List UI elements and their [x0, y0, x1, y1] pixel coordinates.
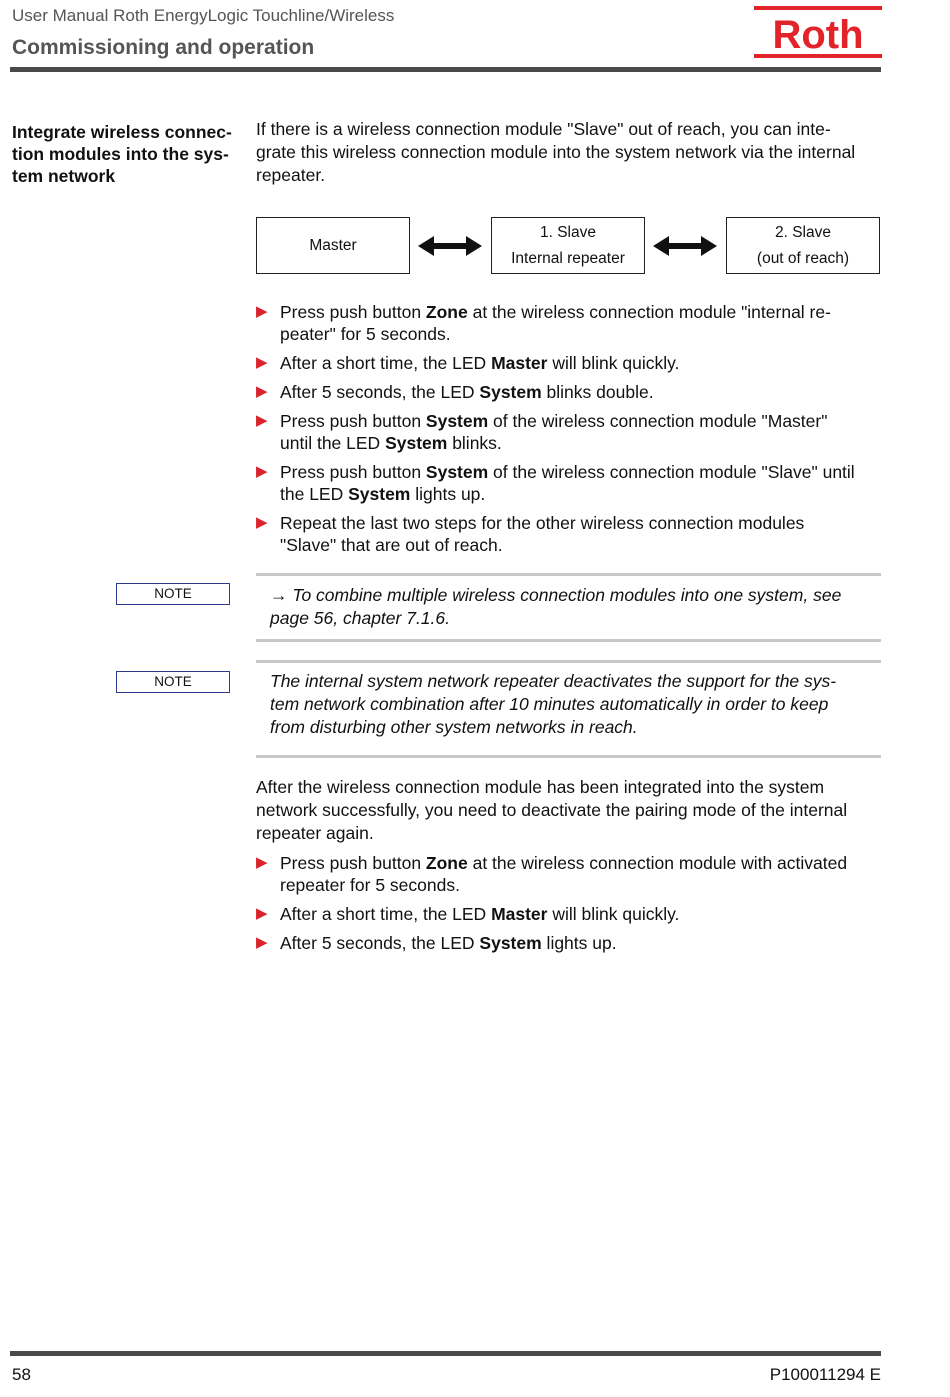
note-top-rule: [256, 660, 881, 663]
list-item-text: Repeat the last two steps for the other wireless connection modules "Slave" that are out of reach.: [280, 513, 805, 555]
logo-text: Roth: [772, 13, 864, 57]
emphasis-term: System: [425, 411, 489, 431]
box-label: 2. Slave: [774, 223, 831, 241]
list-item-text: After a short time, the LED Master will blink quickly.: [280, 353, 680, 373]
list-item-text: Press push button Zone at the wireless connection module "internal re- peater" for 5 seconds.: [280, 302, 831, 344]
list-item-text: After 5 seconds, the LED System lights up.: [280, 933, 617, 953]
box-label: 1. Slave: [539, 223, 596, 241]
outro-paragraph: After the wireless connection module has been integrated into the system network successfully, you need to deactivate the pairing mode of the internal repeater again.: [256, 777, 848, 843]
list-item: [256, 410, 881, 454]
list-item: [256, 381, 881, 403]
emphasis-term: System: [479, 933, 542, 953]
list-item: [256, 512, 881, 556]
list-item: [256, 301, 881, 345]
emphasis-term: System: [348, 484, 411, 504]
diagram-box-slave2: [726, 217, 880, 274]
triangle-bullet-icon: ▶: [256, 934, 268, 951]
page-number: 58: [12, 1365, 31, 1384]
note-text: The internal system network repeater deactivates the support for the sys- tem network combination after 10 minutes automatically in order to keep from disturbing other system networks in reach.: [270, 671, 837, 737]
list-item: [256, 852, 881, 896]
diagram-box-master: [256, 217, 410, 274]
emphasis-term: Master: [491, 353, 548, 373]
triangle-bullet-icon: ▶: [256, 514, 268, 531]
box-sublabel: (out of reach): [756, 249, 850, 267]
header-subtitle: User Manual Roth EnergyLogic Touchline/Wireless: [12, 6, 395, 25]
instruction-list: [256, 301, 881, 563]
document-code: P100011294 E: [769, 1365, 881, 1384]
triangle-bullet-icon: ▶: [256, 905, 268, 922]
emphasis-term: Zone: [425, 302, 468, 322]
emphasis-term: System: [385, 433, 448, 453]
triangle-bullet-icon: ▶: [256, 354, 268, 371]
note-label: NOTE: [116, 671, 230, 693]
triangle-bullet-icon: ▶: [256, 303, 268, 320]
note-bottom-rule: [256, 639, 881, 642]
note-top-rule: [256, 573, 881, 576]
diagram-box-slave1: [491, 217, 645, 274]
emphasis-term: Zone: [425, 853, 468, 873]
list-item: [256, 352, 881, 374]
triangle-bullet-icon: ▶: [256, 463, 268, 480]
emphasis-term: System: [479, 382, 542, 402]
header-rule: [10, 67, 881, 72]
list-item-text: After a short time, the LED Master will blink quickly.: [280, 904, 680, 924]
list-item-text: Press push button System of the wireless connection module "Slave" until the LED System lights up.: [280, 462, 855, 504]
list-item: [256, 932, 881, 954]
header-title: Commissioning and operation: [12, 36, 315, 59]
double-arrow-icon: [418, 235, 482, 257]
box-label: Master: [309, 236, 357, 254]
roth-logo: [754, 6, 882, 64]
emphasis-term: Master: [491, 904, 548, 924]
triangle-bullet-icon: ▶: [256, 854, 268, 871]
footer-rule: [10, 1351, 881, 1356]
intro-paragraph: If there is a wireless connection module "Slave" out of reach, you can inte- grate this wireless connection module into the system network via the internal repeater.: [256, 119, 856, 185]
triangle-bullet-icon: ▶: [256, 383, 268, 400]
emphasis-term: System: [425, 462, 489, 482]
note-label: NOTE: [116, 583, 230, 605]
list-item: [256, 461, 881, 505]
list-item-text: Press push button Zone at the wireless connection module with activated repeater for 5 seconds.: [280, 853, 848, 895]
instruction-list: [256, 852, 881, 961]
note-bottom-rule: [256, 755, 881, 758]
list-item: [256, 903, 881, 925]
double-arrow-icon: [653, 235, 717, 257]
section-heading: Integrate wireless connec- tion modules into the sys- tem network: [12, 122, 232, 186]
triangle-bullet-icon: ▶: [256, 412, 268, 429]
note-text: → To combine multiple wireless connection modules into one system, see page 56, chapter 7.1.6.: [270, 585, 842, 628]
list-item-text: Press push button System of the wireless connection module "Master" until the LED System blinks.: [280, 411, 828, 453]
list-item-text: After 5 seconds, the LED System blinks double.: [280, 382, 654, 402]
box-sublabel: Internal repeater: [511, 249, 625, 267]
